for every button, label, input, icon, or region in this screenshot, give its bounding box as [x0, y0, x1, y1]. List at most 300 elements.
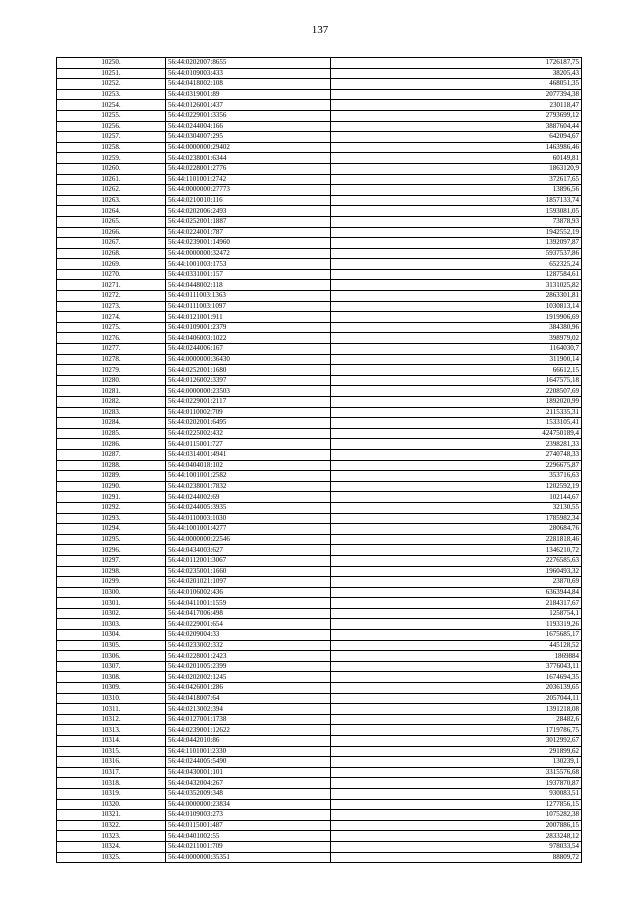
row-number-cell: 10263. — [57, 195, 166, 206]
cadastral-number-cell: 56:44:1101001:2742 — [166, 174, 331, 185]
row-number-cell: 10301. — [57, 598, 166, 609]
table-row — [57, 534, 582, 545]
table-row — [57, 640, 582, 651]
table-row — [57, 301, 582, 312]
cadastral-number-cell: 56:44:0225002:432 — [166, 428, 331, 439]
value-cell: 73878,93 — [331, 216, 582, 227]
row-number-cell: 10289. — [57, 471, 166, 482]
value-cell: 1391218,08 — [331, 704, 582, 715]
value-cell: 2281818,46 — [331, 534, 582, 545]
row-number-cell: 10274. — [57, 312, 166, 323]
value-cell: 1287584,61 — [331, 269, 582, 280]
table-row — [57, 608, 582, 619]
table-row — [57, 397, 582, 408]
row-number-cell: 10269. — [57, 259, 166, 270]
cadastral-number-cell: 56:44:0201021:1097 — [166, 577, 331, 588]
cadastral-number-cell: 56:44:0000000:22546 — [166, 534, 331, 545]
cadastral-number-cell: 56:44:0000000:23503 — [166, 386, 331, 397]
cadastral-number-cell: 56:44:0406003:1022 — [166, 333, 331, 344]
table-row — [57, 132, 582, 143]
value-cell: 424750189,4 — [331, 428, 582, 439]
cadastral-number-cell: 56:44:0229001:3356 — [166, 110, 331, 121]
row-number-cell: 10264. — [57, 206, 166, 217]
cadastral-number-cell: 56:44:0331001:157 — [166, 269, 331, 280]
value-cell: 2115335,31 — [331, 407, 582, 418]
table-row — [57, 566, 582, 577]
table-row — [57, 89, 582, 100]
row-number-cell: 10260. — [57, 163, 166, 174]
row-number-cell: 10320. — [57, 799, 166, 810]
cadastral-number-cell: 56:44:0417006:498 — [166, 608, 331, 619]
cadastral-number-cell: 56:44:0233002:332 — [166, 640, 331, 651]
cadastral-number-cell: 56:44:0244006:167 — [166, 344, 331, 355]
row-number-cell: 10298. — [57, 566, 166, 577]
row-number-cell: 10296. — [57, 545, 166, 556]
row-number-cell: 10283. — [57, 407, 166, 418]
table-row — [57, 439, 582, 450]
row-number-cell: 10255. — [57, 110, 166, 121]
cadastral-number-cell: 56:44:1001001:2582 — [166, 471, 331, 482]
row-number-cell: 10278. — [57, 354, 166, 365]
cadastral-number-cell: 56:44:0314001:4941 — [166, 449, 331, 460]
table-row — [57, 746, 582, 757]
row-number-cell: 10252. — [57, 79, 166, 90]
table-row — [57, 259, 582, 270]
table-row — [57, 58, 582, 69]
cadastral-number-cell: 56:44:1001003:1753 — [166, 259, 331, 270]
table-row — [57, 767, 582, 778]
table-row — [57, 68, 582, 79]
table-row — [57, 206, 582, 217]
value-cell: 1892020,99 — [331, 397, 582, 408]
table-row — [57, 163, 582, 174]
row-number-cell: 10302. — [57, 608, 166, 619]
cadastral-number-cell: 56:44:0211001:709 — [166, 841, 331, 852]
row-number-cell: 10261. — [57, 174, 166, 185]
table-row — [57, 757, 582, 768]
row-number-cell: 10275. — [57, 322, 166, 333]
cadastral-number-cell: 56:44:0434003:627 — [166, 545, 331, 556]
cadastral-number-cell: 56:44:0115001:727 — [166, 439, 331, 450]
cadastral-number-cell: 56:44:0442010:86 — [166, 736, 331, 747]
row-number-cell: 10315. — [57, 746, 166, 757]
table-row — [57, 110, 582, 121]
row-number-cell: 10270. — [57, 269, 166, 280]
cadastral-number-cell: 56:44:0109003:273 — [166, 810, 331, 821]
value-cell: 1593081,05 — [331, 206, 582, 217]
cadastral-number-cell: 56:44:0238001:7832 — [166, 481, 331, 492]
cadastral-number-cell: 56:44:0201005:2399 — [166, 661, 331, 672]
row-number-cell: 10325. — [57, 852, 166, 863]
table-row — [57, 598, 582, 609]
value-cell: 66612,15 — [331, 365, 582, 376]
table-row — [57, 291, 582, 302]
value-cell: 2036139,65 — [331, 683, 582, 694]
row-number-cell: 10279. — [57, 365, 166, 376]
value-cell: 1937870,87 — [331, 778, 582, 789]
cadastral-number-cell: 56:44:0252001:1680 — [166, 365, 331, 376]
cadastral-number-cell: 56:44:0126001:437 — [166, 100, 331, 111]
value-cell: 1719786,75 — [331, 725, 582, 736]
row-number-cell: 10304. — [57, 630, 166, 641]
cadastral-number-cell: 56:44:0401002:55 — [166, 831, 331, 842]
value-cell: 1674694,35 — [331, 672, 582, 683]
table-row — [57, 587, 582, 598]
value-cell: 2863301,81 — [331, 291, 582, 302]
value-cell: 1277856,15 — [331, 799, 582, 810]
value-cell: 1533105,41 — [331, 418, 582, 429]
row-number-cell: 10292. — [57, 502, 166, 513]
cadastral-number-cell: 56:44:0210010:116 — [166, 195, 331, 206]
cadastral-number-cell: 56:44:0213002:394 — [166, 704, 331, 715]
cadastral-number-cell: 56:44:0418002:108 — [166, 79, 331, 90]
value-cell: 88809,72 — [331, 852, 582, 863]
value-cell: 1919906,69 — [331, 312, 582, 323]
table-row — [57, 142, 582, 153]
cadastral-number-cell: 56:44:1001001:4277 — [166, 524, 331, 535]
value-cell: 1258754,1 — [331, 608, 582, 619]
row-number-cell: 10314. — [57, 736, 166, 747]
table-row — [57, 216, 582, 227]
cadastral-number-cell: 56:44:0229001:2117 — [166, 397, 331, 408]
value-cell: 1164030,7 — [331, 344, 582, 355]
row-number-cell: 10268. — [57, 248, 166, 259]
table-row — [57, 683, 582, 694]
value-cell: 1942552,19 — [331, 227, 582, 238]
table-row — [57, 725, 582, 736]
table-row — [57, 195, 582, 206]
table-row — [57, 449, 582, 460]
table-row — [57, 619, 582, 630]
cadastral-number-cell: 56:44:0228001:2776 — [166, 163, 331, 174]
cadastral-number-cell: 56:44:1101001:2330 — [166, 746, 331, 757]
value-cell: 2007886,15 — [331, 820, 582, 831]
row-number-cell: 10256. — [57, 121, 166, 132]
value-cell: 2057044,11 — [331, 693, 582, 704]
table-row — [57, 471, 582, 482]
value-cell: 1960493,32 — [331, 566, 582, 577]
cadastral-number-cell: 56:44:0229001:654 — [166, 619, 331, 630]
value-cell: 1785982,34 — [331, 513, 582, 524]
table-row — [57, 227, 582, 238]
row-number-cell: 10317. — [57, 767, 166, 778]
table-row — [57, 577, 582, 588]
table-row — [57, 354, 582, 365]
table-row — [57, 79, 582, 90]
value-cell: 1193319,26 — [331, 619, 582, 630]
value-cell: 28482,6 — [331, 714, 582, 725]
row-number-cell: 10257. — [57, 132, 166, 143]
table-row — [57, 312, 582, 323]
table-row — [57, 322, 582, 333]
row-number-cell: 10259. — [57, 153, 166, 164]
cadastral-number-cell: 56:44:0244004:166 — [166, 121, 331, 132]
value-cell: 384380,96 — [331, 322, 582, 333]
row-number-cell: 10303. — [57, 619, 166, 630]
row-number-cell: 10291. — [57, 492, 166, 503]
cadastral-number-cell: 56:44:0432004:267 — [166, 778, 331, 789]
table-row — [57, 238, 582, 249]
cadastral-number-cell: 56:44:0000000:36430 — [166, 354, 331, 365]
table-row — [57, 736, 582, 747]
row-number-cell: 10285. — [57, 428, 166, 439]
table-row — [57, 524, 582, 535]
table-row — [57, 714, 582, 725]
table-row — [57, 831, 582, 842]
value-cell: 2184317,67 — [331, 598, 582, 609]
table-row — [57, 248, 582, 259]
cadastral-number-cell: 56:44:0111003:1097 — [166, 301, 331, 312]
value-cell: 2077394,38 — [331, 89, 582, 100]
value-cell: 1392097,87 — [331, 238, 582, 249]
table-row — [57, 492, 582, 503]
value-cell: 3012992,67 — [331, 736, 582, 747]
table-row — [57, 153, 582, 164]
table-row — [57, 651, 582, 662]
row-number-cell: 10273. — [57, 301, 166, 312]
value-cell: 280684,76 — [331, 524, 582, 535]
table-row — [57, 555, 582, 566]
cadastral-number-cell: 56:44:0109003:433 — [166, 68, 331, 79]
value-cell: 2740748,33 — [331, 449, 582, 460]
cadastral-number-cell: 56:44:0244002:69 — [166, 492, 331, 503]
row-number-cell: 10287. — [57, 449, 166, 460]
table-row — [57, 704, 582, 715]
cadastral-number-cell: 56:44:0202001:6495 — [166, 418, 331, 429]
cadastral-number-cell: 56:44:0418007:64 — [166, 693, 331, 704]
cadastral-number-cell: 56:44:0209004:33 — [166, 630, 331, 641]
value-cell: 2833248,12 — [331, 831, 582, 842]
cadastral-number-cell: 56:44:0115001:487 — [166, 820, 331, 831]
cadastral-number-cell: 56:44:0411001:1559 — [166, 598, 331, 609]
row-number-cell: 10294. — [57, 524, 166, 535]
row-number-cell: 10290. — [57, 481, 166, 492]
value-cell: 468051,35 — [331, 79, 582, 90]
table-row — [57, 185, 582, 196]
row-number-cell: 10267. — [57, 238, 166, 249]
table-row — [57, 788, 582, 799]
value-cell: 1675685,17 — [331, 630, 582, 641]
row-number-cell: 10251. — [57, 68, 166, 79]
value-cell: 5937537,86 — [331, 248, 582, 259]
cadastral-number-cell: 56:44:0121001:911 — [166, 312, 331, 323]
cadastral-number-cell: 56:44:0224001:787 — [166, 227, 331, 238]
table-row — [57, 810, 582, 821]
row-number-cell: 10297. — [57, 555, 166, 566]
table-row — [57, 428, 582, 439]
cadastral-number-cell: 56:44:0110002:709 — [166, 407, 331, 418]
value-cell: 13896,56 — [331, 185, 582, 196]
table-row — [57, 280, 582, 291]
cadastral-number-cell: 56:44:0000000:35351 — [166, 852, 331, 863]
row-number-cell: 10276. — [57, 333, 166, 344]
cadastral-number-cell: 56:44:0235001:1660 — [166, 566, 331, 577]
cadastral-number-cell: 56:44:0000000:32472 — [166, 248, 331, 259]
value-cell: 978033,54 — [331, 841, 582, 852]
row-number-cell: 10282. — [57, 397, 166, 408]
value-cell: 3315576,68 — [331, 767, 582, 778]
table-row — [57, 407, 582, 418]
value-cell: 2793699,12 — [331, 110, 582, 121]
table-row — [57, 375, 582, 386]
row-number-cell: 10321. — [57, 810, 166, 821]
cadastral-number-cell: 56:44:0000000:23834 — [166, 799, 331, 810]
table-row — [57, 513, 582, 524]
row-number-cell: 10300. — [57, 587, 166, 598]
row-number-cell: 10322. — [57, 820, 166, 831]
cadastral-number-cell: 56:44:0109001:2379 — [166, 322, 331, 333]
value-cell: 445128,52 — [331, 640, 582, 651]
cadastral-number-cell: 56:44:0000000:27773 — [166, 185, 331, 196]
cadastral-number-cell: 56:44:0244005:3935 — [166, 502, 331, 513]
cadastral-number-cell: 56:44:0111003:1363 — [166, 291, 331, 302]
value-cell: 1857133,74 — [331, 195, 582, 206]
cadastral-number-cell: 56:44:0126002:3397 — [166, 375, 331, 386]
row-number-cell: 10254. — [57, 100, 166, 111]
row-number-cell: 10280. — [57, 375, 166, 386]
value-cell: 38205,43 — [331, 68, 582, 79]
cadastral-number-cell: 56:44:0202006:2493 — [166, 206, 331, 217]
row-number-cell: 10308. — [57, 672, 166, 683]
table-row — [57, 344, 582, 355]
cadastral-number-cell: 56:44:0239001:12622 — [166, 725, 331, 736]
row-number-cell: 10272. — [57, 291, 166, 302]
row-number-cell: 10266. — [57, 227, 166, 238]
cadastral-number-cell: 56:44:0252001:1887 — [166, 216, 331, 227]
cadastral-number-cell: 56:44:0202007:8655 — [166, 58, 331, 69]
cadastral-number-cell: 56:44:0448002:118 — [166, 280, 331, 291]
value-cell: 1030813,14 — [331, 301, 582, 312]
table-row — [57, 365, 582, 376]
cadastral-number-cell: 56:44:0110003:1030 — [166, 513, 331, 524]
registry-table — [56, 57, 582, 863]
cadastral-number-cell: 56:44:0426001:286 — [166, 683, 331, 694]
row-number-cell: 10277. — [57, 344, 166, 355]
row-number-cell: 10324. — [57, 841, 166, 852]
cadastral-number-cell: 56:44:0319001:89 — [166, 89, 331, 100]
table-row — [57, 799, 582, 810]
value-cell: 32130,55 — [331, 502, 582, 513]
value-cell: 2296675,87 — [331, 460, 582, 471]
row-number-cell: 10281. — [57, 386, 166, 397]
value-cell: 1075282,38 — [331, 810, 582, 821]
cadastral-number-cell: 56:44:0106002:436 — [166, 587, 331, 598]
table-row — [57, 841, 582, 852]
row-number-cell: 10299. — [57, 577, 166, 588]
value-cell: 230118,47 — [331, 100, 582, 111]
table-row — [57, 672, 582, 683]
value-cell: 1863120,9 — [331, 163, 582, 174]
value-cell: 6363944,84 — [331, 587, 582, 598]
table-row — [57, 418, 582, 429]
cadastral-number-cell: 56:44:0112001:3067 — [166, 555, 331, 566]
table-row — [57, 545, 582, 556]
row-number-cell: 10319. — [57, 788, 166, 799]
row-number-cell: 10258. — [57, 142, 166, 153]
table-row — [57, 100, 582, 111]
cadastral-number-cell: 56:44:0239001:14960 — [166, 238, 331, 249]
value-cell: 2398281,33 — [331, 439, 582, 450]
value-cell: 930083,51 — [331, 788, 582, 799]
row-number-cell: 10310. — [57, 693, 166, 704]
table-row — [57, 269, 582, 280]
value-cell: 311900,14 — [331, 354, 582, 365]
cadastral-number-cell: 56:44:0238001:6344 — [166, 153, 331, 164]
cadastral-number-cell: 56:44:0127001:1738 — [166, 714, 331, 725]
value-cell: 372617,65 — [331, 174, 582, 185]
row-number-cell: 10265. — [57, 216, 166, 227]
page-number: 137 — [311, 24, 329, 36]
row-number-cell: 10311. — [57, 704, 166, 715]
cadastral-number-cell: 56:44:0304007:295 — [166, 132, 331, 143]
row-number-cell: 10284. — [57, 418, 166, 429]
row-number-cell: 10253. — [57, 89, 166, 100]
cadastral-number-cell: 56:44:0430001:101 — [166, 767, 331, 778]
value-cell: 23870,69 — [331, 577, 582, 588]
cadastral-number-cell: 56:44:0202002:1245 — [166, 672, 331, 683]
value-cell: 3887604,44 — [331, 121, 582, 132]
table-row — [57, 481, 582, 492]
value-cell: 1726187,75 — [331, 58, 582, 69]
value-cell: 102144,67 — [331, 492, 582, 503]
row-number-cell: 10250. — [57, 58, 166, 69]
cadastral-number-cell: 56:44:0228001:2423 — [166, 651, 331, 662]
row-number-cell: 10295. — [57, 534, 166, 545]
value-cell: 1202592,19 — [331, 481, 582, 492]
table-row — [57, 661, 582, 672]
table-row — [57, 820, 582, 831]
value-cell: 3131025,82 — [331, 280, 582, 291]
table-row — [57, 693, 582, 704]
row-number-cell: 10306. — [57, 651, 166, 662]
registry-table-body — [57, 58, 582, 863]
row-number-cell: 10271. — [57, 280, 166, 291]
row-number-cell: 10262. — [57, 185, 166, 196]
value-cell: 291899,62 — [331, 746, 582, 757]
row-number-cell: 10323. — [57, 831, 166, 842]
row-number-cell: 10293. — [57, 513, 166, 524]
table-row — [57, 778, 582, 789]
value-cell: 1869884 — [331, 651, 582, 662]
row-number-cell: 10318. — [57, 778, 166, 789]
table-row — [57, 174, 582, 185]
value-cell: 353716,63 — [331, 471, 582, 482]
cadastral-number-cell: 56:44:0244005:5490 — [166, 757, 331, 768]
cadastral-number-cell: 56:44:0404018:102 — [166, 460, 331, 471]
table-row — [57, 852, 582, 863]
table-row — [57, 121, 582, 132]
row-number-cell: 10312. — [57, 714, 166, 725]
table-row — [57, 333, 582, 344]
value-cell: 1647575,18 — [331, 375, 582, 386]
value-cell: 1463986,46 — [331, 142, 582, 153]
value-cell: 2276585,63 — [331, 555, 582, 566]
cadastral-number-cell: 56:44:0000000:29402 — [166, 142, 331, 153]
table-row — [57, 460, 582, 471]
row-number-cell: 10313. — [57, 725, 166, 736]
row-number-cell: 10307. — [57, 661, 166, 672]
row-number-cell: 10288. — [57, 460, 166, 471]
value-cell: 398979,02 — [331, 333, 582, 344]
value-cell: 60149,81 — [331, 153, 582, 164]
value-cell: 652325,24 — [331, 259, 582, 270]
row-number-cell: 10316. — [57, 757, 166, 768]
value-cell: 130239,1 — [331, 757, 582, 768]
table-row — [57, 630, 582, 641]
value-cell: 3776043,11 — [331, 661, 582, 672]
table-row — [57, 386, 582, 397]
value-cell: 642094,67 — [331, 132, 582, 143]
